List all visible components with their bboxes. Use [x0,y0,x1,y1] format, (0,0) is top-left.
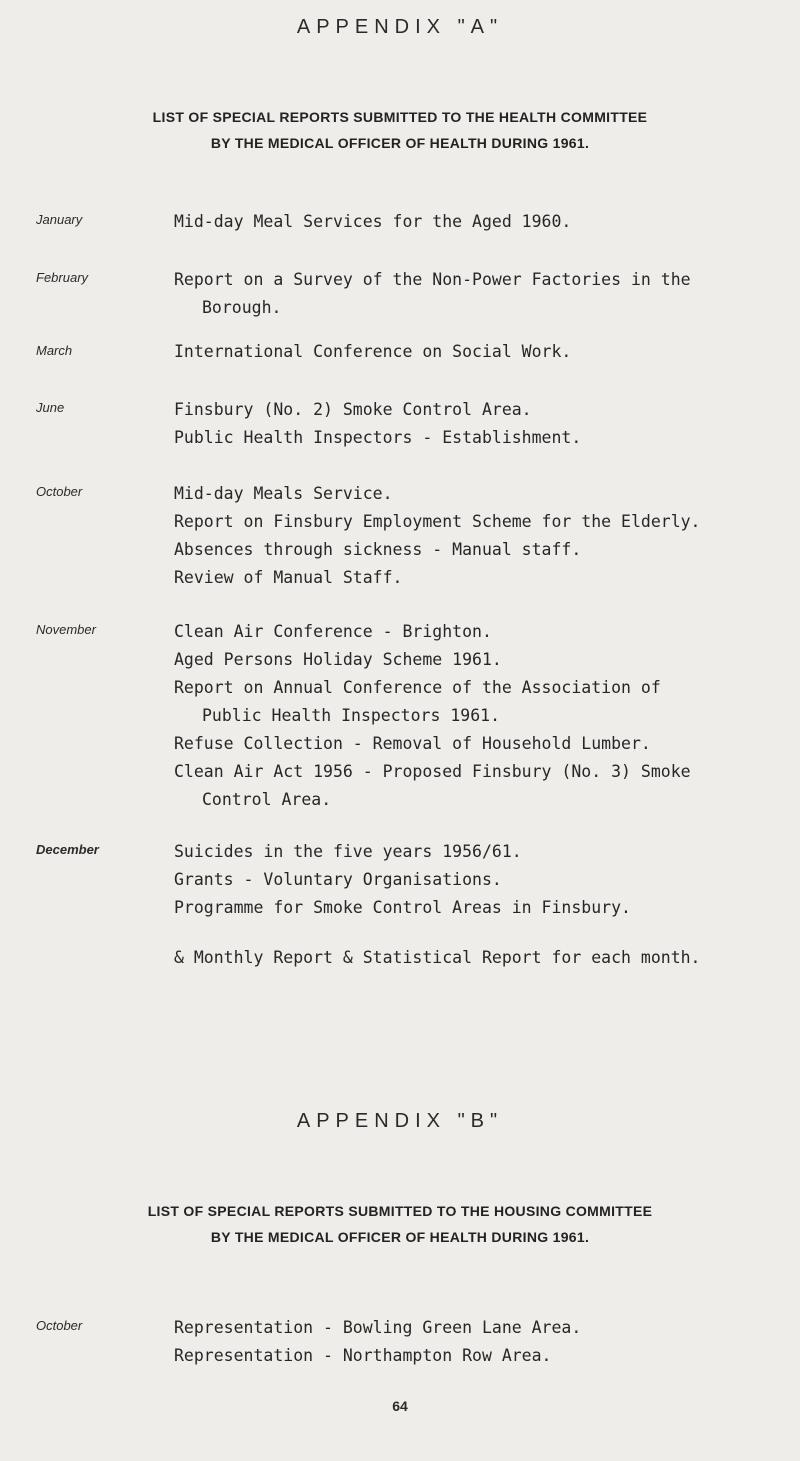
month-february: February [36,270,89,285]
list-item: Refuse Collection - Removal of Household Lumber. [174,734,651,753]
appendix-a-subtitle [60,104,740,156]
entry-line: Clean Air Act 1956 - Proposed Finsbury (No. 3) Smoke [174,762,691,781]
appendix-b-subtitle-line1: LIST OF SPECIAL REPORTS SUBMITTED TO THE HOUSING COMMITTEE [147,1203,653,1219]
entry-line: Report on a Survey of the Non-Power Factories in the [174,270,691,289]
list-item: Mid-day Meal Services for the Aged 1960. [174,212,572,231]
list-item [174,266,794,322]
month-october-b: October [36,1318,83,1333]
appendix-a-subtitle-line1: LIST OF SPECIAL REPORTS SUBMITTED TO THE HEALTH COMMITTEE [152,109,648,125]
list-item: Representation - Bowling Green Lane Area. [174,1318,582,1337]
list-item: Public Health Inspectors - Establishment. [174,428,582,447]
list-item: Clean Air Conference - Brighton. [174,622,492,641]
list-item: Absences through sickness - Manual staff. [174,540,582,559]
month-october: October [36,484,83,499]
month-december: December [36,842,99,857]
entry-line: Report on Annual Conference of the Association of [174,678,661,697]
appendix-a-subtitle-line2: BY THE MEDICAL OFFICER OF HEALTH DURING 1961. [210,135,590,151]
list-item: Aged Persons Holiday Scheme 1961. [174,650,502,669]
page-number: 64 [392,1398,408,1414]
month-march: March [36,343,73,358]
list-item: Report on Finsbury Employment Scheme for the Elderly. [174,512,701,531]
entry-continuation: Borough. [202,298,282,317]
list-item: International Conference on Social Work. [174,342,572,361]
appendix-b-subtitle-line2: BY THE MEDICAL OFFICER OF HEALTH DURING 1961. [210,1229,590,1245]
month-january: January [36,212,83,227]
list-item: Grants - Voluntary Organisations. [174,870,502,889]
list-item: Finsbury (No. 2) Smoke Control Area. [174,400,532,419]
list-item: Programme for Smoke Control Areas in Finsbury. [174,898,631,917]
list-item: Suicides in the five years 1956/61. [174,842,522,861]
list-item [174,758,794,814]
appendix-b-title: APPENDIX "B" [296,1110,504,1132]
list-item: Review of Manual Staff. [174,568,403,587]
monthly-report-note: & Monthly Report & Statistical Report for each month. [174,948,701,967]
appendix-a-title: APPENDIX "A" [296,16,504,38]
list-item [174,674,794,730]
entry-continuation: Public Health Inspectors 1961. [202,706,501,725]
month-june: June [36,400,65,415]
list-item: Representation - Northampton Row Area. [174,1346,552,1365]
entry-continuation: Control Area. [202,790,332,809]
appendix-b-subtitle [60,1198,740,1250]
list-item: Mid-day Meals Service. [174,484,393,503]
month-november: November [36,622,96,637]
